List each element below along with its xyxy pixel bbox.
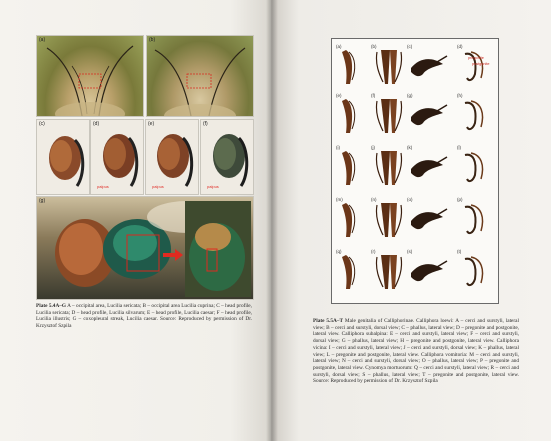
genitalia-drawing xyxy=(371,44,405,90)
caption-title: Plate 5.5A–T xyxy=(313,318,343,324)
genitalia-drawing xyxy=(336,93,370,139)
figure-label: (j) xyxy=(371,145,375,150)
photo-f-head-illustris xyxy=(200,119,254,195)
figure-label: (p) xyxy=(457,197,463,202)
genitalia-drawing xyxy=(407,197,453,243)
figure-label: (m) xyxy=(336,197,343,202)
genitalia-figure xyxy=(407,145,453,191)
photo-label: (c) xyxy=(39,121,45,127)
genitalia-figure xyxy=(457,249,491,295)
palpus-label: palpus xyxy=(97,184,109,189)
right-caption xyxy=(313,318,519,385)
genitalia-drawing xyxy=(371,145,405,191)
photo-a-occipital-sericata xyxy=(36,35,144,117)
genitalia-drawing xyxy=(457,44,491,90)
left-caption xyxy=(36,303,252,330)
genitalia-drawing xyxy=(407,249,453,295)
genitalia-drawing xyxy=(371,249,405,295)
figure-label: (e) xyxy=(336,93,342,98)
figure-label: (i) xyxy=(336,145,340,150)
photo-label: (e) xyxy=(148,121,155,127)
figure-label: (b) xyxy=(371,44,377,49)
palpus-label: palpus xyxy=(207,184,219,189)
genitalia-drawing xyxy=(457,197,491,243)
genitalia-drawing xyxy=(371,197,405,243)
figure-label: (q) xyxy=(336,249,342,254)
figure-label: (k) xyxy=(407,145,413,150)
figure-label: (g) xyxy=(407,93,413,98)
genitalia-drawing xyxy=(336,44,370,90)
genitalia-figure xyxy=(336,44,370,90)
photo-label: (g) xyxy=(39,198,46,204)
palpus-label: palpus xyxy=(152,184,164,189)
photo-b-occipital-cuprina xyxy=(146,35,254,117)
genitalia-drawing xyxy=(336,197,370,243)
genitalia-figure xyxy=(336,197,370,243)
pregonite-annotation: pregonite xyxy=(468,56,484,60)
genitalia-figure xyxy=(371,44,405,90)
genitalia-figure xyxy=(336,93,370,139)
genitalia-drawing xyxy=(457,93,491,139)
genitalia-figure xyxy=(336,249,370,295)
photo-g-coxopleural-streak xyxy=(36,196,254,300)
genitalia-figure xyxy=(371,197,405,243)
photo-e-head-caesar xyxy=(145,119,199,195)
genitalia-drawing xyxy=(371,93,405,139)
figure-label: (d) xyxy=(457,44,463,49)
figure-label: (a) xyxy=(336,44,342,49)
genitalia-figure xyxy=(407,197,453,243)
genitalia-figure xyxy=(457,197,491,243)
genitalia-figure xyxy=(457,145,491,191)
figure-label: (f) xyxy=(371,93,376,98)
genitalia-drawing xyxy=(336,145,370,191)
genitalia-figure xyxy=(407,93,453,139)
figure-label: (s) xyxy=(407,249,413,254)
caption-title: Plate 5.4A–G xyxy=(36,303,67,309)
photo-label: (d) xyxy=(93,121,100,127)
genitalia-figure xyxy=(407,249,453,295)
genitalia-drawing xyxy=(457,145,491,191)
figure-label: (o) xyxy=(407,197,413,202)
photo-label: (f) xyxy=(203,121,208,127)
genitalia-drawing xyxy=(407,93,453,139)
genitalia-figure xyxy=(371,145,405,191)
genitalia-figure xyxy=(336,145,370,191)
figure-label: (c) xyxy=(407,44,413,49)
caption-text: A – occipital area, Lucilia sericata; B – occipital area Lucilia cuprina; C – head profile, Lucilia sericata; D – head profile, Lucilia silvarum; E – head profile, Lucilia caesar; F – head profile, Lucilia illustris; G – coxopleural streak, Lucilia caesar. Source: Reproduced by permission of Dr. Krzysztof Szpila xyxy=(36,303,252,330)
figure-label: (r) xyxy=(371,249,376,254)
caption-text: Male genitalia of Calliphorinae. Calliphora loewi: A – cerci and surstyli, lateral view; B – cerci and surstyli, dorsal view; C – phallus, lateral view; D – pregonite and postgonite, lateral view. Calliphora subalpina: E – cerci and surstyli, lateral view; F – cerci and surstyli, dorsal view; G – phallus, lateral view; H – pregonite and postgonite, lateral view. Calliphora vicina: I – cerci and surstyli, lateral view; J – cerci and surstyli, dorsal view; K – phallus, lateral view; L – pregonite and postgonite, lateral view. Calliphora vomitoria: M – cerci and surstyli, lateral view; N – cerci and surstyli, dorsal view; O – phallus, lateral view; P – pregonite and postgonite, lateral view. Cynomya mortuorum: Q – cerci and surstyli, lateral view; R – cerci and surstyli, dorsal view; S – phallus, lateral view; T – pregonite and postgonite, lateral view. Source: Reproduced by permission of Dr. Krzysztof Szpila xyxy=(313,318,519,385)
photo-d-head-silvarum xyxy=(90,119,144,195)
figure-label: (n) xyxy=(371,197,377,202)
figure-label: (h) xyxy=(457,93,463,98)
postgonite-annotation: postgonite xyxy=(472,62,490,66)
genitalia-drawing xyxy=(407,145,453,191)
photo-label: (a) xyxy=(39,37,46,43)
genitalia-figure xyxy=(457,93,491,139)
genitalia-figure xyxy=(371,93,405,139)
photo-label: (b) xyxy=(149,37,156,43)
genitalia-drawing xyxy=(457,249,491,295)
genitalia-figure xyxy=(457,44,491,90)
genitalia-figure xyxy=(407,44,453,90)
figure-label: (l) xyxy=(457,145,461,150)
figure-label: (t) xyxy=(457,249,462,254)
genitalia-figure xyxy=(371,249,405,295)
genitalia-drawing xyxy=(407,44,453,90)
genitalia-drawing xyxy=(336,249,370,295)
book-gutter xyxy=(266,0,278,441)
photo-c-head-sericata xyxy=(36,119,90,195)
